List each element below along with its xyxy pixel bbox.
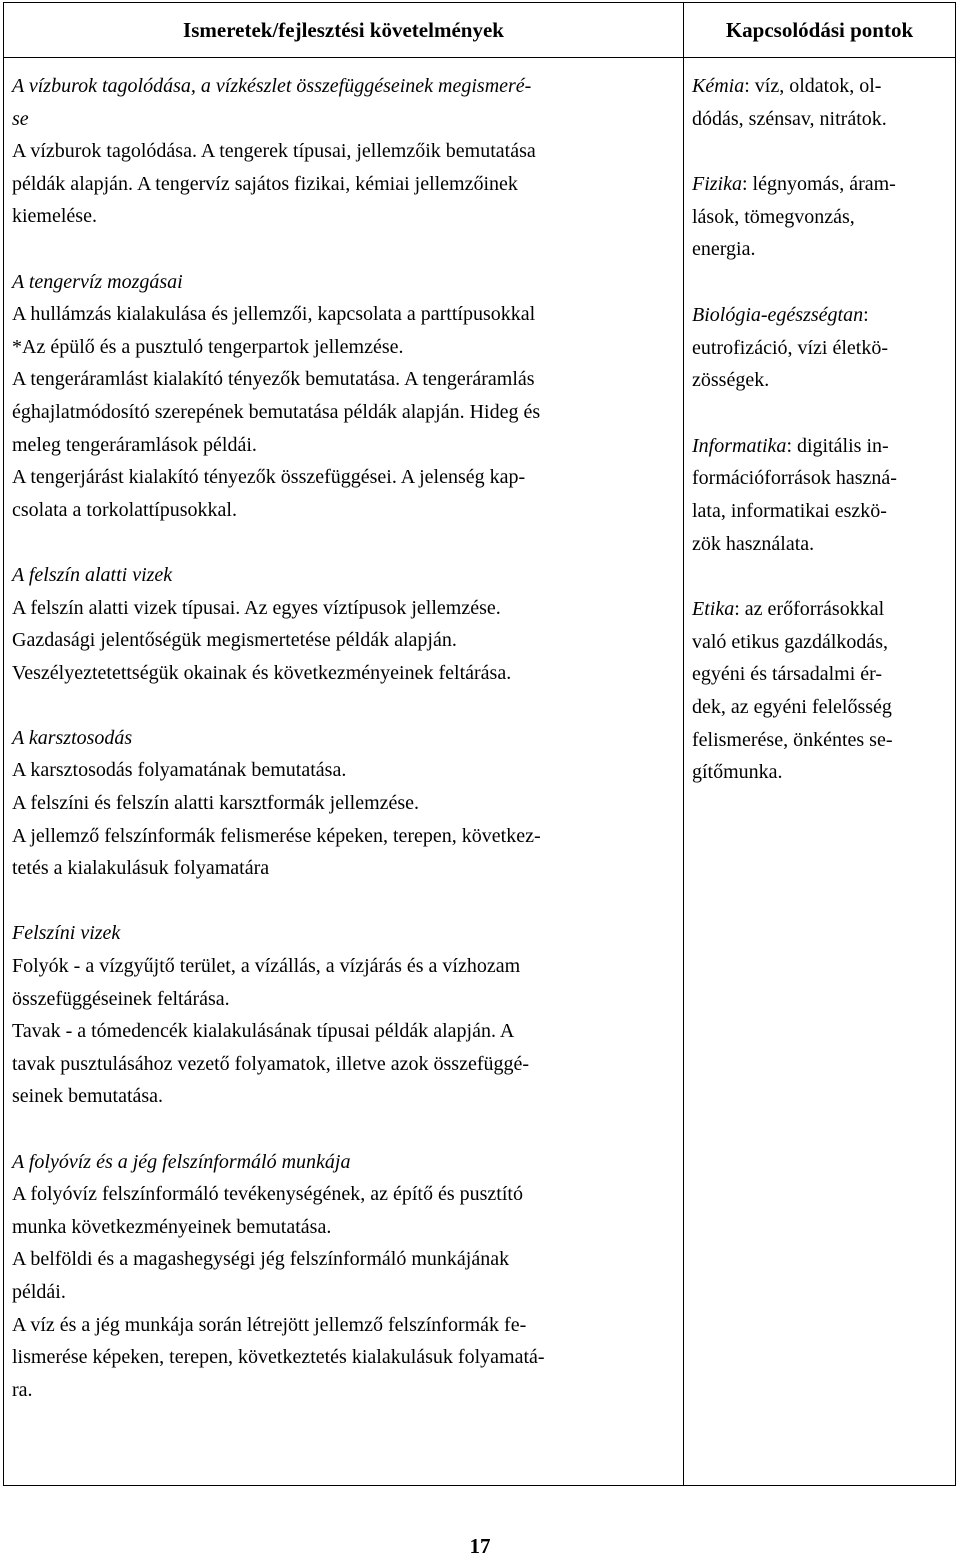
text-line: példái. — [12, 1280, 66, 1303]
section-title: A folyóvíz és a jég felszínformáló munkája — [12, 1150, 351, 1173]
connection-points-cell — [684, 58, 955, 1485]
section-surface-waters — [12, 917, 677, 1113]
text-line: zösségek. — [692, 369, 770, 392]
subject-text: : légnyomás, áram- — [742, 173, 896, 196]
text-line: kiemelése. — [12, 205, 97, 228]
text-line: A hullámzás kialakulása és jellemzői, kapcsolata a parttípusokkal — [12, 303, 536, 326]
text-line — [692, 430, 945, 463]
text-line: éghajlatmódosító szerepének bemutatása példák alapján. Hideg és — [12, 400, 541, 423]
text-line: formációforrások haszná- — [692, 467, 897, 490]
content-table — [3, 2, 956, 1486]
link-informatics — [692, 430, 945, 560]
text-line: ra. — [12, 1378, 33, 1401]
table-body-row — [4, 58, 955, 1485]
text-line: Folyók - a vízgyűjtő terület, a vízállás, a vízjárás és a vízhozam — [12, 955, 521, 978]
text-line: munka következményeinek bemutatása. — [12, 1215, 332, 1238]
page-number: 17 — [469, 1534, 491, 1558]
text-line: lások, tömegvonzás, — [692, 205, 855, 228]
subject-text: : víz, oldatok, ol- — [744, 75, 882, 97]
text-line — [692, 70, 945, 103]
requirements-cell — [4, 58, 684, 1485]
text-line: *Az épülő és a pusztuló tengerpartok jellemzése. — [12, 335, 404, 358]
text-line — [692, 168, 945, 201]
section-title: A tengervíz mozgásai — [12, 270, 183, 293]
section-karst — [12, 722, 677, 885]
subject-label: Fizika — [692, 173, 742, 196]
subject-text: : digitális in- — [786, 434, 889, 457]
link-ethics — [692, 593, 945, 789]
text-line: meleg tengeráramlások példái. — [12, 433, 257, 456]
text-line: gítőmunka. — [692, 761, 783, 784]
text-line: A felszíni és felszín alatti karsztformák jellemzése. — [12, 792, 420, 815]
subject-label: Informatika — [692, 434, 787, 457]
text-line: eutrofizáció, vízi életkö- — [692, 336, 889, 359]
text-line: A felszín alatti vizek típusai. Az egyes víztípusok jellemzése. — [12, 596, 501, 619]
subject-label: Kémia — [692, 75, 745, 97]
section-river-ice-work — [12, 1146, 677, 1407]
text-line: A víz és a jég munkája során létrejött jellemző felszínformák fe- — [12, 1313, 527, 1336]
text-line: összefüggéseinek feltárása. — [12, 987, 230, 1010]
text-line: lata, informatikai eszkö- — [692, 499, 887, 522]
text-line: lismerése képeken, terepen, következtetés kialakulásuk folyamatá- — [12, 1346, 545, 1369]
text-line: A tengeráramlást kialakító tényezők bemutatása. A tengeráramlás — [12, 368, 535, 391]
section-title: se — [12, 107, 29, 130]
text-line: A jellemző felszínformák felismerése képeken, terepen, következ- — [12, 824, 541, 847]
text-line: A folyóvíz felszínformáló tevékenységének, az építő és pusztító — [12, 1183, 523, 1206]
section-title: A felszín alatti vizek — [12, 563, 173, 586]
text-line: tavak pusztulásához vezető folyamatok, illetve azok összefüggé- — [12, 1052, 530, 1075]
text-line: A karsztosodás folyamatának bemutatása. — [12, 759, 347, 782]
text-line: Gazdasági jelentőségük megismertetése példák alapján. — [12, 629, 457, 652]
link-chemistry — [692, 70, 945, 135]
text-line — [692, 299, 945, 332]
section-water-sphere — [12, 70, 677, 233]
section-title: A vízburok tagolódása, a vízkészlet összefüggéseinek megismeré- — [12, 75, 532, 97]
text-line: példák alapján. A tengervíz sajátos fizikai, kémiai jellemzőinek — [12, 172, 518, 195]
text-line: A belföldi és a magashegységi jég felszínformáló munkájának — [12, 1248, 510, 1271]
subject-label: Etika — [692, 598, 735, 621]
link-biology — [692, 299, 945, 397]
text-line: tetés a kialakulásuk folyamatára — [12, 857, 270, 880]
section-title: A karsztosodás — [12, 726, 133, 749]
text-line: való etikus gazdálkodás, — [692, 630, 889, 653]
section-sea-movements — [12, 266, 677, 527]
text-line: dódás, szénsav, nitrátok. — [692, 107, 887, 130]
header-requirements: Ismeretek/fejlesztési követelmények — [4, 3, 684, 57]
link-physics — [692, 168, 945, 266]
text-line: Veszélyeztetettségük okainak és következményeinek feltárása. — [12, 661, 512, 684]
text-line: seinek bemutatása. — [12, 1085, 164, 1108]
text-line — [692, 593, 945, 626]
subject-label: Biológia-egészségtan — [692, 303, 864, 326]
text-line: dek, az egyéni felelősség — [692, 695, 892, 718]
text-line: A vízburok tagolódása. A tengerek típusai, jellemzőik bemutatása — [12, 140, 536, 163]
section-groundwater — [12, 559, 677, 689]
text-line: Tavak - a tómedencék kialakulásának típusai példák alapján. A — [12, 1020, 515, 1043]
text-line: egyéni és társadalmi ér- — [692, 663, 883, 686]
text-line: energia. — [692, 238, 756, 261]
subject-text: : — [863, 303, 869, 326]
subject-text: : az erőforrásokkal — [734, 598, 885, 621]
text-line: zök használata. — [692, 532, 815, 555]
text-line: A tengerjárást kialakító tényezők összefüggései. A jelenség kap- — [12, 466, 526, 489]
text-line: felismerése, önkéntes se- — [692, 728, 893, 751]
section-title: Felszíni vizek — [12, 922, 121, 945]
table-header-row — [4, 3, 955, 58]
header-connection-points: Kapcsolódási pontok — [725, 17, 914, 42]
text-line: csolata a torkolattípusokkal. — [12, 498, 237, 521]
